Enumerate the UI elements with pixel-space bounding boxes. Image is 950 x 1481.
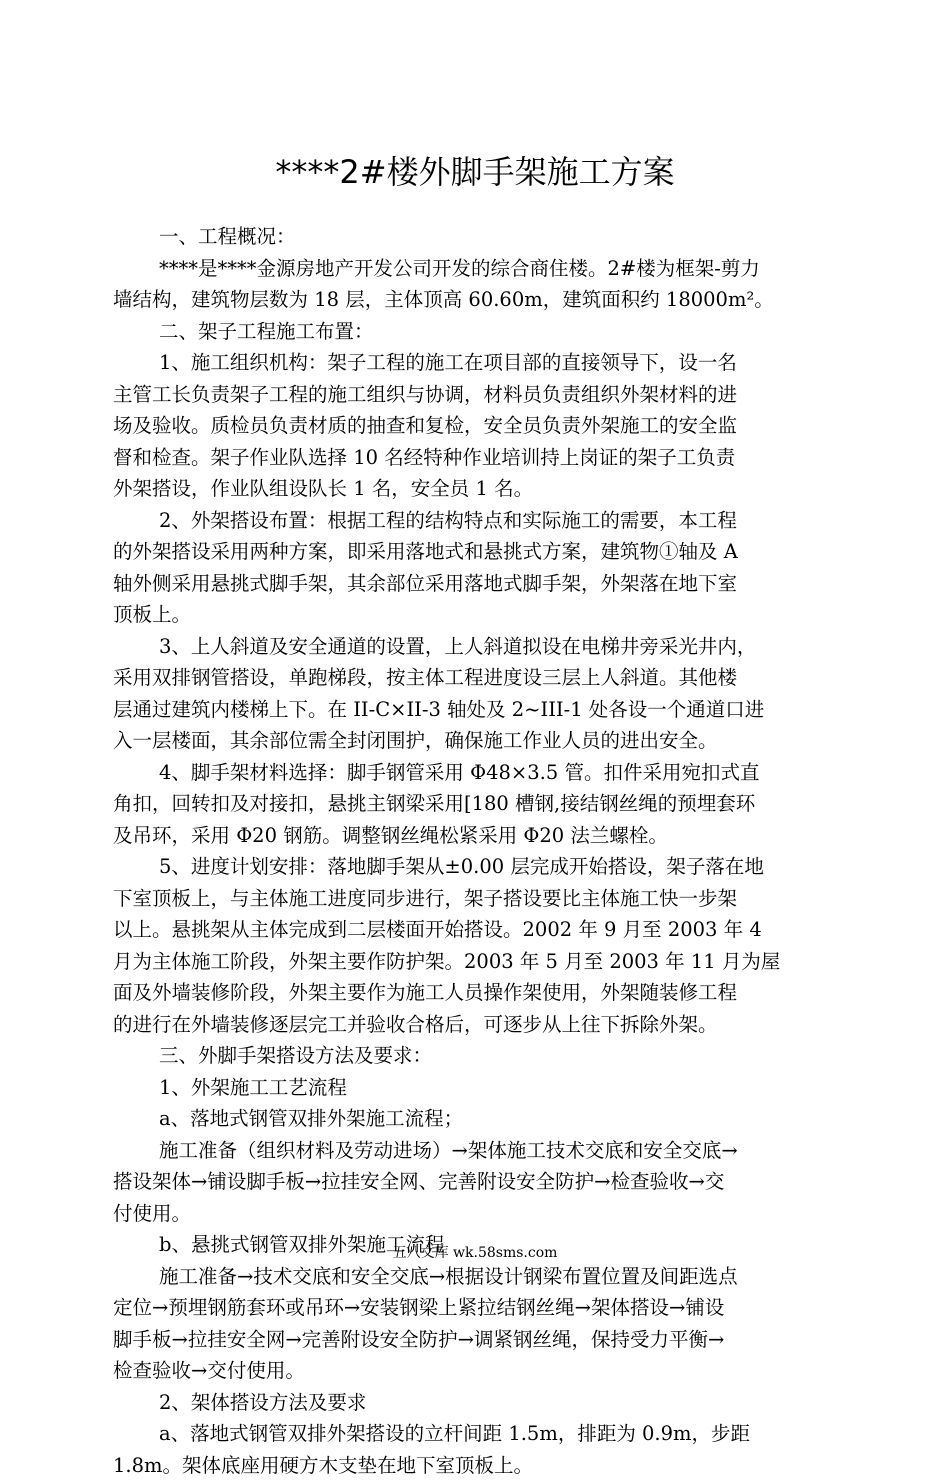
body-line: 定位→预埋钢筋套环或吊环→安装钢梁上紧拉结钢丝绳→架体搭设→铺设 [113,1292,837,1324]
body-line: 下室顶板上，与主体施工进度同步进行，架子搭设要比主体施工快一步架 [113,883,837,915]
body-line: 入一层楼面，其余部位需全封闭围护，确保施工作业人员的进出安全。 [113,725,837,757]
body-line: 付使用。 [113,1198,837,1230]
body-line: 一、工程概况： [113,221,837,253]
body-line: 1、外架施工工艺流程 [113,1072,837,1104]
body-line: 施工准备（组织材料及劳动进场）→架体施工技术交底和安全交底→ [113,1135,837,1167]
document-title: ****2#楼外脚手架施工方案 [0,152,950,192]
body-line: 墙结构，建筑物层数为 18 层，主体顶高 60.60m，建筑面积约 18000m²。 [113,284,837,316]
body-line: 3、上人斜道及安全通道的设置，上人斜道拟设在电梯井旁采光井内， [113,631,837,663]
page-footer: 五八文库 wk.58sms.com [0,1243,950,1263]
body-line: 搭设架体→铺设脚手板→拉挂安全网、完善附设安全防护→检查验收→交 [113,1166,837,1198]
body-line: 5、进度计划安排：落地脚手架从±0.00 层完成开始搭设，架子落在地 [113,851,837,883]
body-line: 采用双排钢管搭设，单跑梯段，按主体工程进度设三层上人斜道。其他楼 [113,662,837,694]
body-line: a、落地式钢管双排外架施工流程； [113,1103,837,1135]
body-line: 层通过建筑内楼梯上下。在 II-C×II-3 轴处及 2~III-1 处各设一个通道口进 [113,694,837,726]
body-line: 以上。悬挑架从主体完成到二层楼面开始搭设。2002 年 9 月至 2003 年 4 [113,914,837,946]
body-line: 三、外脚手架搭设方法及要求： [113,1040,837,1072]
body-line: 2、架体搭设方法及要求 [113,1387,837,1419]
body-line: b、悬挑式钢管双排外架施工流程 [113,1229,837,1261]
body-line: 4、脚手架材料选择：脚手钢管采用 Φ48×3.5 管。扣件采用宛扣式直 [113,757,837,789]
body-line: 场及验收。质检员负责材质的抽查和复检，安全员负责外架施工的安全监 [113,410,837,442]
body-line: a、落地式钢管双排外架搭设的立杆间距 1.5m，排距为 0.9m，步距 [113,1418,837,1450]
body-line: 的外架搭设采用两种方案，即采用落地式和悬挑式方案，建筑物①轴及 A [113,536,837,568]
body-line: 1.8m。架体底座用硬方木支垫在地下室顶板上。 [113,1450,837,1481]
body-line: 及吊环，采用 Φ20 钢筋。调整钢丝绳松紧采用 Φ20 法兰螺栓。 [113,820,837,852]
body-line: 轴外侧采用悬挑式脚手架，其余部位采用落地式脚手架，外架落在地下室 [113,568,837,600]
body-line: 检查验收→交付使用。 [113,1355,837,1387]
body-line: 的进行在外墙装修逐层完工并验收合格后，可逐步从上往下拆除外架。 [113,1009,837,1041]
body-line: 施工准备→技术交底和安全交底→根据设计钢梁布置位置及间距选点 [113,1261,837,1293]
body-line: 外架搭设，作业队组设队长 1 名，安全员 1 名。 [113,473,837,505]
body-line: 督和检查。架子作业队选择 10 名经特种作业培训持上岗证的架子工负责 [113,442,837,474]
document-body [113,221,837,1481]
body-line: 月为主体施工阶段，外架主要作防护架。2003 年 5 月至 2003 年 11 月为屋 [113,946,837,978]
body-line: 主管工长负责架子工程的施工组织与协调，材料员负责组织外架材料的进 [113,379,837,411]
body-line: 角扣，回转扣及对接扣，悬挑主钢梁采用[180 槽钢,接结钢丝绳的预埋套环 [113,788,837,820]
body-line: 脚手板→拉挂安全网→完善附设安全防护→调紧钢丝绳，保持受力平衡→ [113,1324,837,1356]
body-line: 2、外架搭设布置：根据工程的结构特点和实际施工的需要，本工程 [113,505,837,537]
body-line: 1、施工组织机构：架子工程的施工在项目部的直接领导下，设一名 [113,347,837,379]
body-line: 面及外墙装修阶段，外架主要作为施工人员操作架使用，外架随装修工程 [113,977,837,1009]
body-line: 二、架子工程施工布置： [113,316,837,348]
body-line: 顶板上。 [113,599,837,631]
body-line: ****是****金源房地产开发公司开发的综合商住楼。2#楼为框架-剪力 [113,253,837,285]
